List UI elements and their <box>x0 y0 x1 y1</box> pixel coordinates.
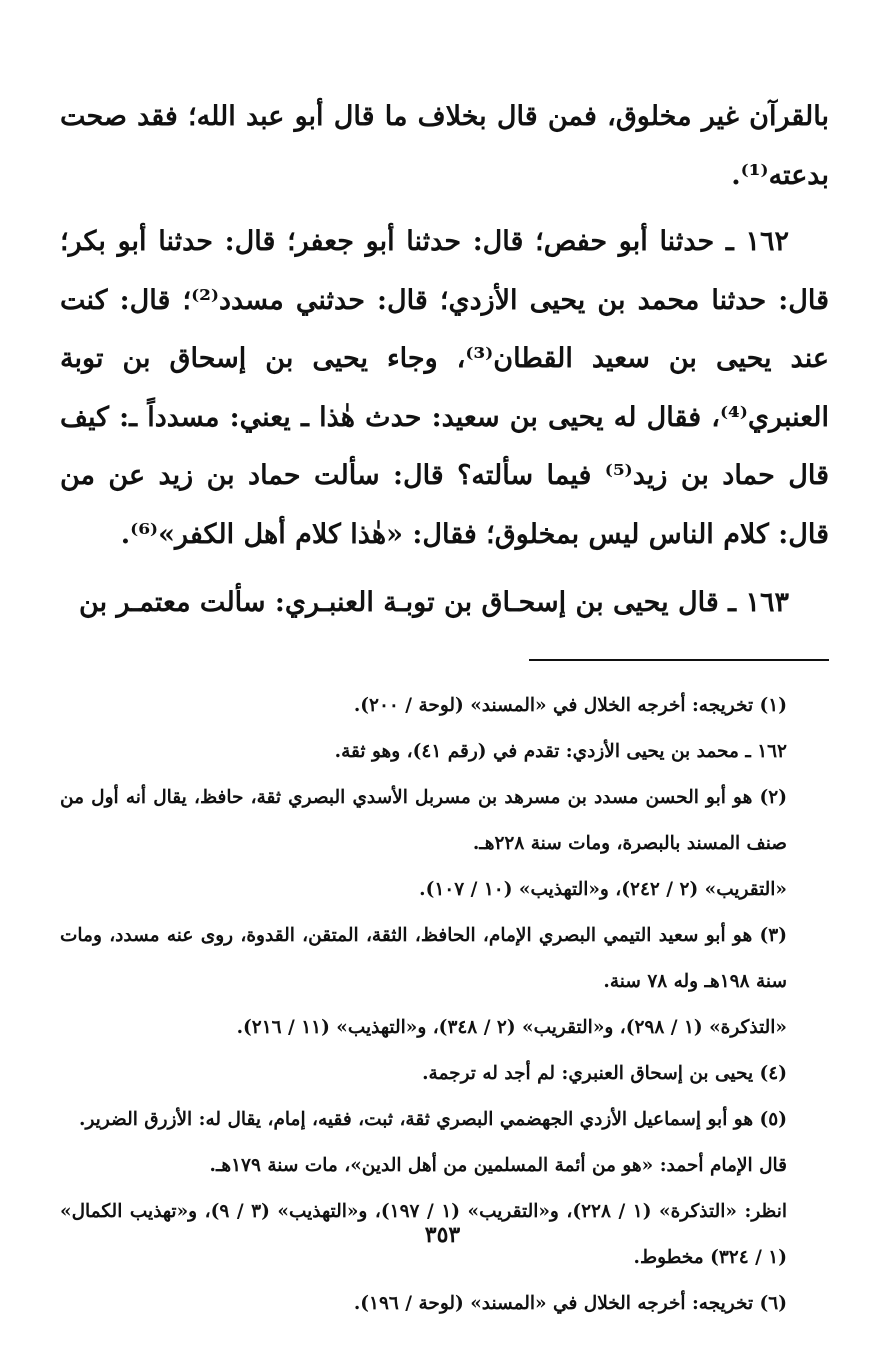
main-text <box>60 88 829 633</box>
footnote-3-refs: «التذكرة» (١ / ٢٩٨)، و«التقريب» (٢ / ٣٤٨)، و«التهذيب» (١١ / ٢١٦). <box>236 1016 787 1038</box>
footnote-5-refs: انظر: «التذكرة» (١ / ٢٢٨)، و«التقريب» (١ / ١٩٧)، و«التهذيب» (٣ / ٩)، و«تهذيب الكمال» (١ / ٣٢٤) مخطوط. <box>60 1200 787 1268</box>
footnote-2-refs: «التقريب» (٢ / ٢٤٢)، و«التهذيب» (١٠ / ١٠٧). <box>419 878 787 900</box>
paragraph-163: ١٦٣ ـ قال يحيى بن إسحـاق بن توبـة العنبـري: سألت معتمـر بن <box>79 587 789 618</box>
footnote-2: (٢) هو أبو الحسن مسدد بن مسرهد بن مسربل الأسدي البصري ثقة، حافظ، يقال أنه أول من صنف المسند بالبصرة، ومات سنة ٢٢٨هـ. <box>60 786 787 854</box>
footnote-6: (٦) تخريجه: أخرجه الخلال في «المسند» (لوحة / ١٩٦). <box>353 1292 787 1314</box>
footnote-4: (٤) يحيى بن إسحاق العنبري: لم أجد له ترجمة. <box>422 1062 787 1084</box>
paragraph-intro: بالقرآن غير مخلوق، فمن قال بخلاف ما قال أبو عبد الله؛ فقد صحت بدعته⁽¹⁾. <box>60 101 829 191</box>
footnote-3: (٣) هو أبو سعيد التيمي البصري الإمام، الحافظ، الثقة، المتقن، القدوة، روى عنه مسدد، ومات سنة ١٩٨هـ وله ٧٨ سنة. <box>60 924 787 992</box>
footnote-5: (٥) هو أبو إسماعيل الأزدي الجهضمي البصري ثقة، ثبت، فقيه، إمام، يقال له: الأزرق الضرير. <box>79 1108 787 1130</box>
paragraph-162: ١٦٢ ـ حدثنا أبو حفص؛ قال: حدثنا أبو جعفر؛ قال: حدثنا أبو بكر؛ قال: حدثنا محمد بن يحيى الأزدي؛ قال: حدثني مسدد⁽²⁾؛ قال: كنت عند يحيى بن سعيد القطان⁽³⁾، وجاء يحيى بن إسحاق بن توبة العنبري⁽⁴⁾، فقال له يحيى بن سعيد: حدث هٰذا ـ يعني: مسدداً ـ: كيف قال حماد بن زيد⁽⁵⁾ فيما سألته؟ قال: سألت حماد بن زيد عن من قال: كلام الناس ليس بمخلوق؛ فقال: «هٰذا كلام أهل الكفر»⁽⁶⁾. <box>60 226 830 550</box>
footnote-162: ١٦٢ ـ محمد بن يحيى الأزدي: تقدم في (رقم ٤١)، وهو ثقة. <box>334 740 787 762</box>
footnote-divider <box>529 659 829 661</box>
footnote-5-quote: قال الإمام أحمد: «هو من أئمة المسلمين من أهل الدين»، مات سنة ١٧٩هـ. <box>209 1154 787 1176</box>
footnote-1: (١) تخريجه: أخرجه الخلال في «المسند» (لوحة / ٢٠٠). <box>353 694 787 716</box>
page-number: ٣٥٣ <box>424 1222 461 1248</box>
